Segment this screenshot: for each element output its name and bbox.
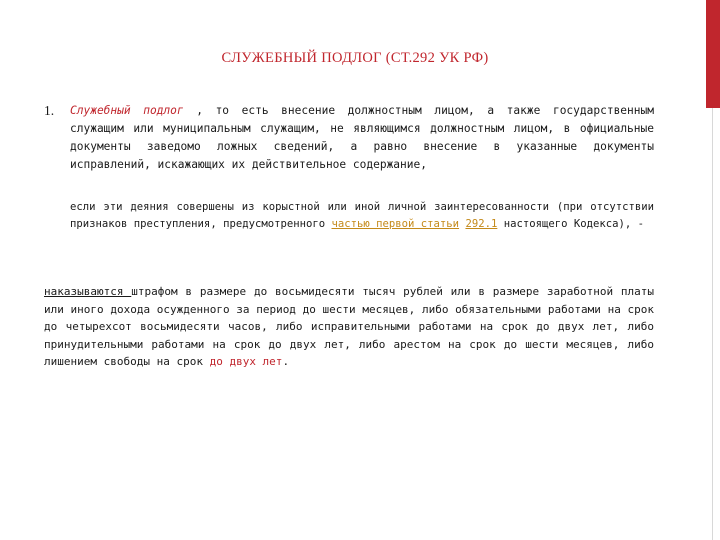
item-body: , то есть внесение должностным лицом, а также государственным служащим или муниципальным служащим, не являющимся должностным лицом, в официальные документы заведомо ложных сведений, а равно внесение в указанные документы исправлений, искажающих их действительное содержание, [70, 104, 654, 171]
condition-end: настоящего Кодекса), - [497, 218, 645, 230]
condition-text: если эти деяния совершены из корыстной или иной личной заинтересованности (при отсутствии признаков преступления, предусмотренного [70, 201, 654, 230]
condition-paragraph [70, 199, 654, 233]
term-highlight: Служебный подлог [70, 104, 184, 117]
list-item-number: 1. [44, 103, 55, 118]
accent-divider [712, 108, 713, 540]
article-link[interactable]: частью первой статьи [331, 218, 460, 230]
punishment-paragraph: наказываются штрафом в размере до восьмидесяти тысяч рублей или в размере заработной платы или иного дохода осужденного за период до шести месяцев, либо обязательными работами на срок до четырехсот восьмидесяти часов, либо исправительными работами на срок до двух лет, либо принудительными работами на срок до двух лет, либо арестом на срок до шести месяцев, либо лишением свободы на срок до двух лет. [44, 285, 655, 369]
slide-title: СЛУЖЕБНЫЙ ПОДЛОГ (СТ.292 УК РФ) [221, 50, 489, 66]
punishment-term: до двух лет [209, 355, 283, 369]
accent-bar [706, 0, 720, 108]
list-item-text [70, 102, 654, 174]
article-number-link[interactable]: 292.1 [465, 218, 498, 230]
punishment-lead: наказываются [44, 285, 132, 298]
punishment-body: штрафом в размере до восьмидесяти тысяч рублей или в размере заработной платы или иного дохода осужденного за период до шести месяцев, либо обязательными работами на срок до четырехсот восьмидесяти часов, либо исправительными работами на срок до двух лет, либо принудительными работами на срок до двух лет, либо арестом на срок до шести месяцев, либо лишением свободы на срок [44, 285, 655, 369]
